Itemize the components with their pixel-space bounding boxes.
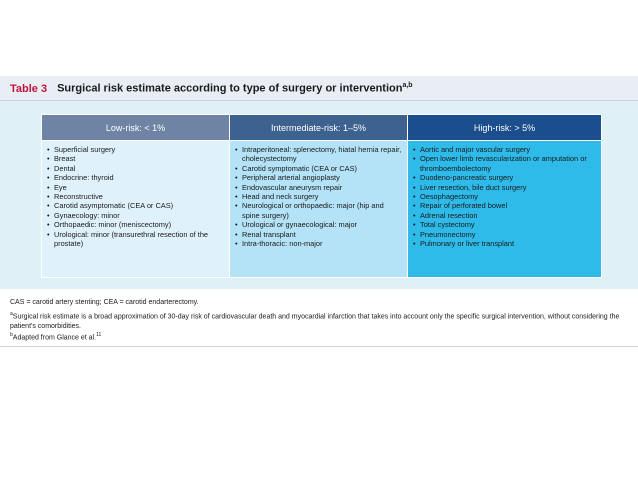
list-item: • Orthopaedic: minor (meniscectomy) — [47, 220, 224, 229]
list-item: • Adrenal resection — [413, 211, 596, 220]
list-item: • Intra-thoracic: non-major — [235, 239, 402, 248]
footnote-a-mark: a — [10, 310, 13, 317]
list-item: • Aortic and major vascular surgery — [413, 145, 596, 154]
footnote-abbreviations: CAS = carotid artery stenting; CEA = carotid endarterectomy. — [10, 299, 199, 306]
list-item: • Endocrine: thyroid — [47, 173, 224, 182]
intermediate-risk-list — [235, 145, 402, 248]
low-risk-list — [47, 145, 224, 248]
footnotes — [10, 298, 635, 343]
table-number: Table 3 — [10, 82, 48, 95]
list-item: • Intraperitoneal: splenectomy, hiatal hernia repair, cholecystectomy — [235, 145, 402, 164]
list-item: • Liver resection, bile duct surgery — [413, 183, 596, 192]
cell-intermediate-risk — [230, 141, 408, 278]
footnote-b — [10, 331, 635, 343]
list-item: • Duodeno-pancreatic surgery — [413, 173, 596, 182]
risk-table — [41, 114, 602, 278]
list-item: • Eye — [47, 183, 224, 192]
header-intermediate-risk: Intermediate-risk: 1–5% — [230, 115, 408, 141]
footnote-b-text: Adapted from Glance et al. — [12, 334, 97, 342]
list-item: • Carotid asymptomatic (CEA or CAS) — [47, 201, 224, 210]
list-item: • Oesophagectomy — [413, 192, 596, 201]
body-row — [42, 141, 602, 278]
cell-low-risk — [42, 141, 230, 278]
footnote-a — [10, 310, 635, 332]
list-item: • Repair of perforated bowel — [413, 201, 596, 210]
list-item: • Pulmonary or liver transplant — [413, 239, 596, 248]
list-item: • Renal transplant — [235, 230, 402, 239]
list-item: • Urological: minor (transurethral resection of the prostate) — [47, 230, 224, 249]
list-item: • Head and neck surgery — [235, 192, 402, 201]
header-high-risk: High-risk: > 5% — [408, 115, 602, 141]
header-row — [42, 115, 602, 141]
list-item: • Superficial surgery — [47, 145, 224, 154]
list-item: • Pneumonectomy — [413, 230, 596, 239]
list-item: • Total cystectomy — [413, 220, 596, 229]
table-title-superscript: a,b — [402, 82, 413, 89]
cell-high-risk — [408, 141, 602, 278]
footnote-b-reference: 11 — [96, 332, 102, 339]
list-item: • Peripheral arterial angioplasty — [235, 173, 402, 182]
list-item: • Endovascular aneurysm repair — [235, 183, 402, 192]
high-risk-list — [413, 145, 596, 248]
footnote-a-text: Surgical risk estimate is a broad approximation of 30-day risk of cardiovascular death and myocardial infarction that takes into account only the specific surgical intervention, without considering the patient's comorbidities. — [10, 312, 620, 330]
header-low-risk: Low-risk: < 1% — [42, 115, 230, 141]
list-item: • Open lower limb revascularization or amputation or thromboembolectomy — [413, 154, 596, 173]
list-item: • Dental — [47, 164, 224, 173]
table-title-text: Surgical risk estimate according to type of surgery or intervention — [57, 82, 403, 95]
list-item: • Neurological or orthopaedic: major (hip and spine surgery) — [235, 201, 402, 220]
list-item: • Reconstructive — [47, 192, 224, 201]
table-title — [10, 82, 413, 95]
list-item: • Breast — [47, 154, 224, 163]
list-item: • Carotid symptomatic (CEA or CAS) — [235, 164, 402, 173]
list-item: • Gynaecology: minor — [47, 211, 224, 220]
footnote-b-mark: b — [10, 332, 13, 339]
list-item: • Urological or gynaecological: major — [235, 220, 402, 229]
bottom-rule — [0, 346, 638, 347]
